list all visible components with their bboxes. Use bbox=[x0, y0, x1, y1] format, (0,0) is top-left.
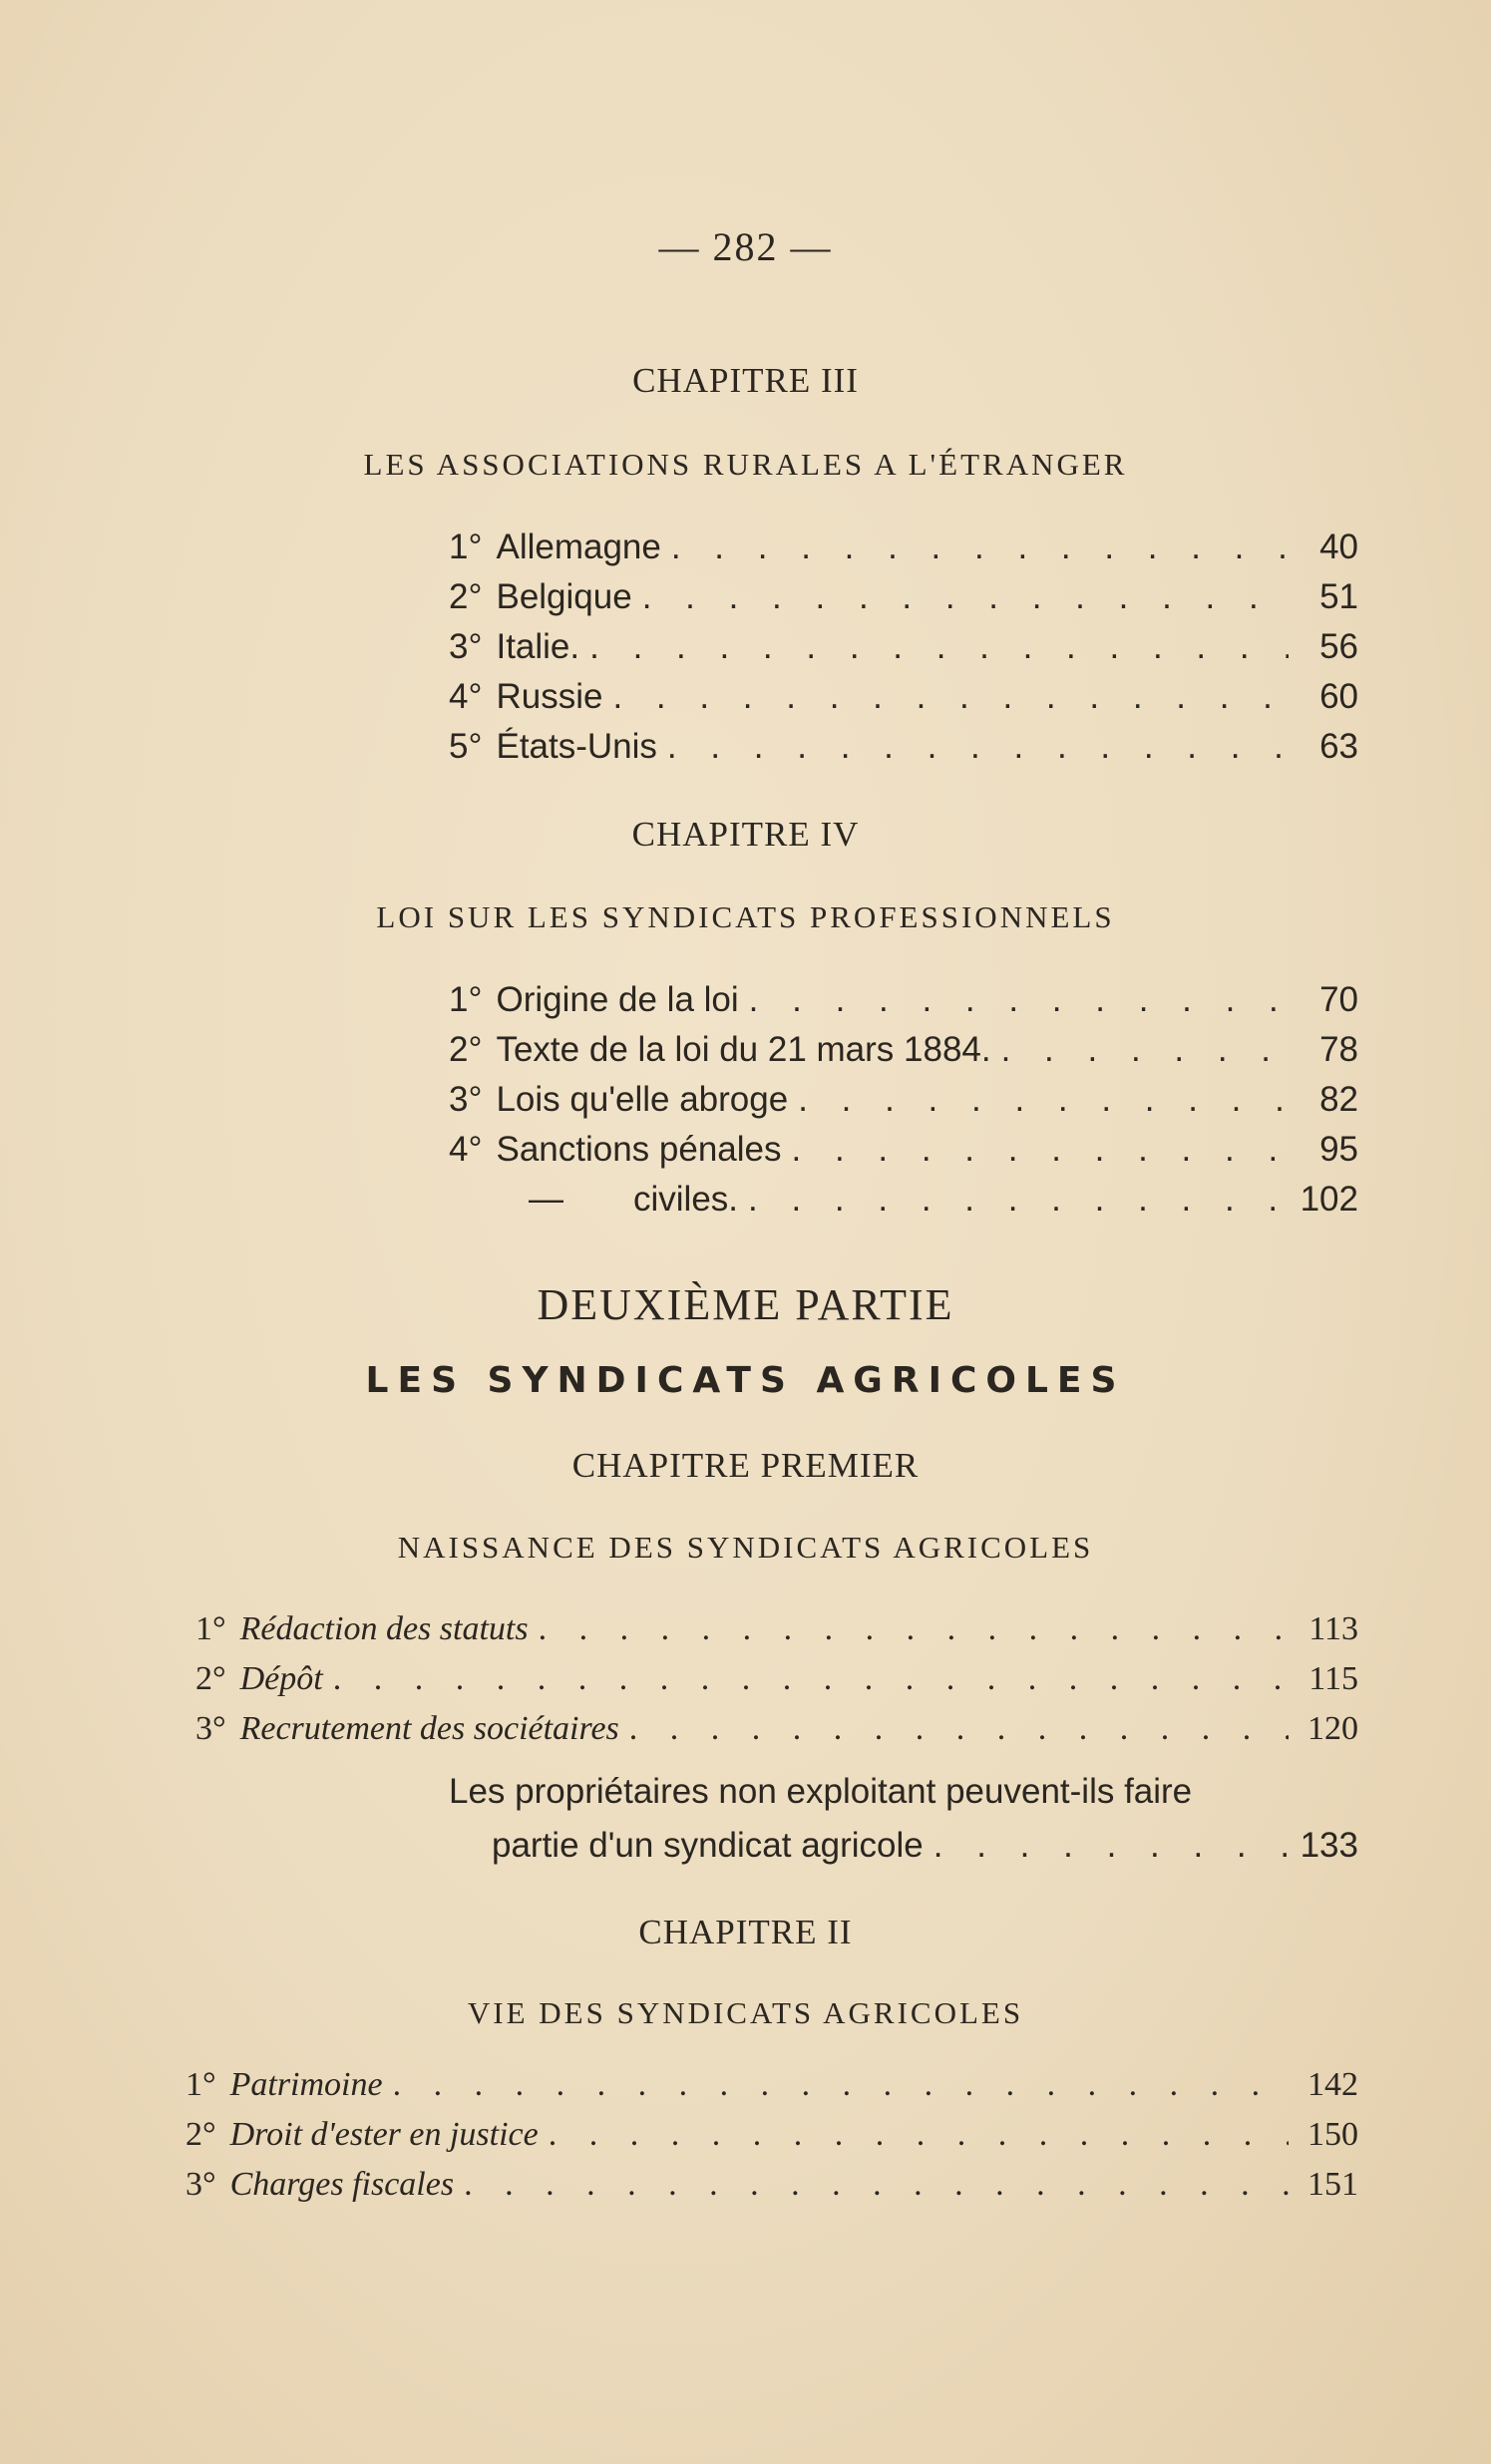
entry-page: 151 bbox=[1307, 2166, 1358, 2203]
entry-page: 40 bbox=[1319, 528, 1358, 566]
entry-page: 120 bbox=[1307, 1710, 1358, 1747]
chapter-4-title: CHAPITRE IV bbox=[631, 815, 860, 854]
entry-page: 113 bbox=[1308, 1610, 1358, 1647]
leader-dots bbox=[657, 727, 1289, 767]
toc-entry bbox=[195, 1610, 1358, 1656]
entry-label: Droit d'ester en justice bbox=[229, 2116, 539, 2153]
chapter-4-subtitle: LOI SUR LES SYNDICATS PROFESSIONNELS bbox=[376, 899, 1115, 934]
entry-label: Patrimoine bbox=[229, 2066, 383, 2103]
entry-page: 60 bbox=[1319, 677, 1358, 716]
entry-label: Rédaction des statuts bbox=[239, 1610, 529, 1647]
entry-page: 115 bbox=[1308, 1660, 1358, 1697]
leader-dots bbox=[782, 1130, 1289, 1170]
entry-label: Dépôt bbox=[239, 1660, 323, 1697]
toc-entry bbox=[195, 1710, 1358, 1756]
toc-entry bbox=[449, 1030, 1358, 1076]
leader-dots bbox=[924, 1826, 1289, 1866]
entry-number: 1° bbox=[195, 1610, 226, 1647]
entry-page: 142 bbox=[1307, 2066, 1358, 2103]
leader-dots bbox=[738, 1180, 1289, 1220]
entry-page: 51 bbox=[1319, 577, 1358, 616]
toc-entry bbox=[449, 1180, 1358, 1226]
entry-label: Italie. bbox=[496, 627, 580, 666]
leader-dots bbox=[323, 1660, 1289, 1698]
entry-number: 3° bbox=[449, 627, 483, 666]
entry-number: 2° bbox=[186, 2116, 216, 2153]
entry-page: 63 bbox=[1319, 727, 1358, 766]
chapter-2-title: CHAPITRE II bbox=[638, 1913, 853, 1951]
toc-entry bbox=[449, 577, 1358, 623]
entry-number: 4° bbox=[449, 1130, 483, 1169]
chapter-3-subtitle: LES ASSOCIATIONS RURALES A L'ÉTRANGER bbox=[363, 447, 1128, 482]
entry-label: Allemagne bbox=[496, 528, 661, 566]
entry-label: civiles. bbox=[633, 1180, 739, 1219]
chapter-2-subtitle: VIE DES SYNDICATS AGRICOLES bbox=[467, 1995, 1024, 2030]
toc-entry bbox=[186, 2066, 1358, 2112]
leader-dots bbox=[788, 1080, 1289, 1120]
entry-line2 bbox=[492, 1826, 1358, 1866]
leader-dots bbox=[661, 528, 1289, 567]
entry-number: 1° bbox=[449, 980, 483, 1019]
entry-label: Texte de la loi du 21 mars 1884. bbox=[496, 1030, 991, 1069]
entry-number: 2° bbox=[195, 1660, 226, 1697]
toc-entry bbox=[449, 627, 1358, 673]
entry-number: 1° bbox=[186, 2066, 216, 2103]
entry-number: — bbox=[529, 1180, 563, 1219]
page-number: — 282 — bbox=[658, 224, 833, 269]
toc-entry bbox=[449, 980, 1358, 1026]
part-title: DEUXIÈME PARTIE bbox=[537, 1280, 954, 1329]
entry-page: 150 bbox=[1307, 2116, 1358, 2153]
toc-entry bbox=[449, 727, 1358, 773]
toc-entry bbox=[449, 1130, 1358, 1176]
entry-number: 3° bbox=[186, 2166, 216, 2203]
leader-dots bbox=[383, 2066, 1289, 2104]
toc-entry bbox=[186, 2166, 1358, 2212]
chapter-1-subtitle: NAISSANCE DES SYNDICATS AGRICOLES bbox=[397, 1530, 1094, 1565]
leader-dots bbox=[991, 1030, 1289, 1070]
leader-dots bbox=[619, 1710, 1289, 1748]
entry-number: 3° bbox=[449, 1080, 483, 1119]
leader-dots bbox=[579, 627, 1289, 667]
leader-dots bbox=[632, 577, 1289, 617]
entry-label: Origine de la loi bbox=[496, 980, 739, 1019]
entry-label-line1: Les propriétaires non exploitant peuvent-ils faire bbox=[449, 1772, 1193, 1811]
toc-entry bbox=[449, 677, 1358, 723]
entry-number: 2° bbox=[449, 577, 483, 616]
entry-page: 82 bbox=[1319, 1080, 1358, 1119]
entry-page: 133 bbox=[1300, 1826, 1358, 1865]
entry-page: 56 bbox=[1319, 627, 1358, 666]
entry-label: États-Unis bbox=[496, 727, 657, 766]
entry-number: 3° bbox=[195, 1710, 226, 1747]
leader-dots bbox=[739, 980, 1289, 1020]
entry-number: 5° bbox=[449, 727, 483, 766]
toc-entry bbox=[449, 528, 1358, 573]
leader-dots bbox=[539, 2116, 1289, 2154]
entry-page: 70 bbox=[1319, 980, 1358, 1019]
entry-label-line2: partie d'un syndicat agricole bbox=[492, 1826, 924, 1865]
toc-entry bbox=[195, 1660, 1358, 1706]
entry-page: 102 bbox=[1300, 1180, 1358, 1219]
entry-label: Russie bbox=[496, 677, 603, 716]
chapter-1-title: CHAPITRE PREMIER bbox=[571, 1446, 920, 1485]
entry-page: 95 bbox=[1319, 1130, 1358, 1169]
entry-label: Belgique bbox=[496, 577, 632, 616]
entry-page: 78 bbox=[1319, 1030, 1358, 1069]
toc-entry bbox=[186, 2116, 1358, 2162]
entry-label: Charges fiscales bbox=[229, 2166, 455, 2203]
leader-dots bbox=[602, 677, 1289, 717]
entry-label: Recrutement des sociétaires bbox=[239, 1710, 619, 1747]
entry-number: 2° bbox=[449, 1030, 483, 1069]
leader-dots bbox=[454, 2166, 1289, 2204]
entry-number: 4° bbox=[449, 677, 483, 716]
entry-label: Lois qu'elle abroge bbox=[496, 1080, 789, 1119]
entry-label: Sanctions pénales bbox=[496, 1130, 782, 1169]
part-subtitle: LES SYNDICATS AGRICOLES bbox=[365, 1360, 1126, 1401]
entry-number: 1° bbox=[449, 528, 483, 566]
leader-dots bbox=[529, 1610, 1289, 1648]
chapter-3-title: CHAPITRE III bbox=[632, 361, 859, 400]
toc-entry bbox=[449, 1080, 1358, 1126]
